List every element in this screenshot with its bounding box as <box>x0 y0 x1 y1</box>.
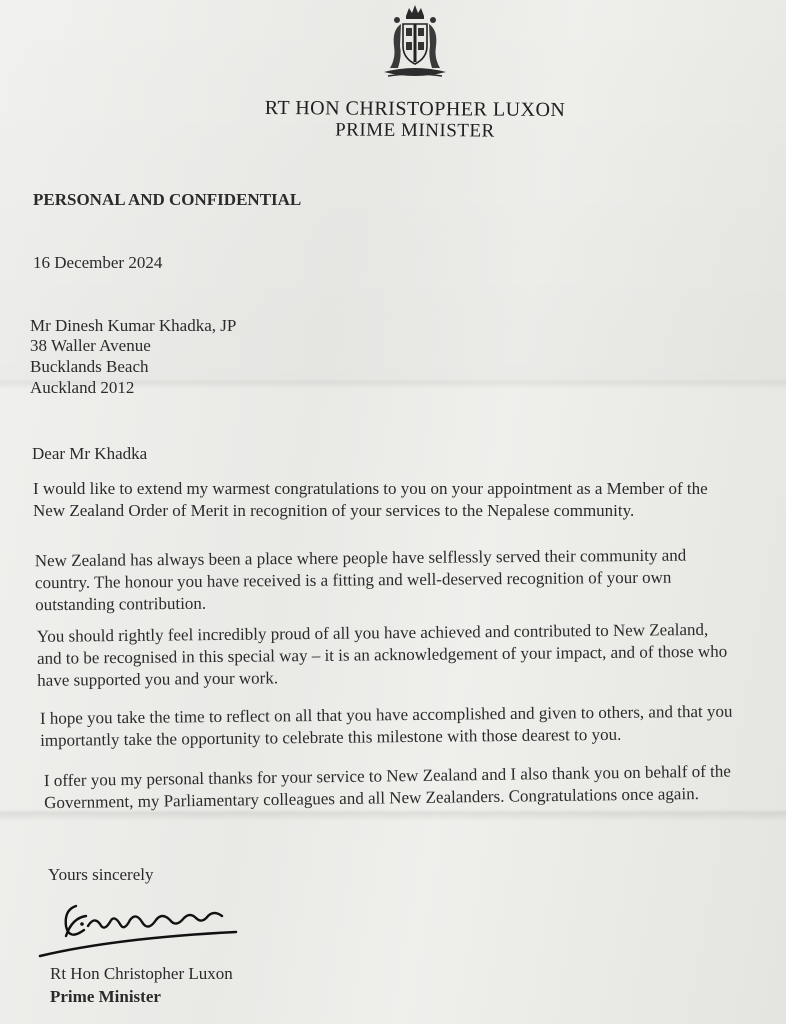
paragraph-line: Government, my Parliamentary colleagues and all New Zealanders. Congratulations once again. <box>44 784 700 813</box>
paragraph-line: I hope you take the time to reflect on all that you have accomplished and given to others, and that you <box>39 701 733 728</box>
paragraph-2 <box>35 544 776 616</box>
salutation: Dear Mr Khadka <box>32 444 148 463</box>
paragraph-1 <box>33 478 773 522</box>
paragraph-4 <box>40 700 780 752</box>
paragraph-line: outstanding contribution. <box>35 593 207 615</box>
paragraph-5 <box>44 760 785 814</box>
paragraph-line: and to be recognised in this special way – it is an acknowledgement of your impact, and of those who <box>36 641 728 668</box>
paragraph-line: have supported you and your work. <box>37 668 279 690</box>
classification-heading: PERSONAL AND CONFIDENTIAL <box>33 190 302 209</box>
paragraph-line: New Zealand Order of Merit in recognition of your services to the Nepalese community. <box>33 501 635 520</box>
letterhead-name: RT HON CHRISTOPHER LUXON <box>264 96 566 122</box>
signatory-title: Prime Minister <box>50 987 161 1006</box>
recipient-city: Auckland 2012 <box>30 378 135 397</box>
paragraph-3 <box>37 618 778 692</box>
recipient-name: Mr Dinesh Kumar Khadka, JP <box>30 316 237 335</box>
paragraph-line: I offer you my personal thanks for your service to New Zealand and I also thank you on behalf of the <box>43 761 731 791</box>
signature <box>36 886 246 964</box>
paragraph-line: I would like to extend my warmest congratulations to you on your appointment as a Member of the <box>33 479 708 498</box>
letterhead-title: PRIME MINISTER <box>335 119 495 142</box>
paragraph-line: country. The honour you have received is a fitting and well-deserved recognition of your own <box>34 567 672 593</box>
paragraph-line: importantly take the opportunity to celebrate this milestone with those dearest to you. <box>40 724 622 750</box>
closing: Yours sincerely <box>48 865 154 884</box>
paragraph-line: You should rightly feel incredibly proud of all you have achieved and contributed to New Zealand, <box>36 619 709 646</box>
letter-date: 16 December 2024 <box>33 253 163 272</box>
letterhead <box>240 97 590 143</box>
paragraph-line: New Zealand has always been a place where people have selflessly served their community and <box>34 545 687 571</box>
recipient-suburb: Bucklands Beach <box>30 357 149 376</box>
coat-of-arms-icon <box>370 2 460 82</box>
signatory-name: Rt Hon Christopher Luxon <box>50 964 233 983</box>
recipient-street: 38 Waller Avenue <box>30 336 151 355</box>
